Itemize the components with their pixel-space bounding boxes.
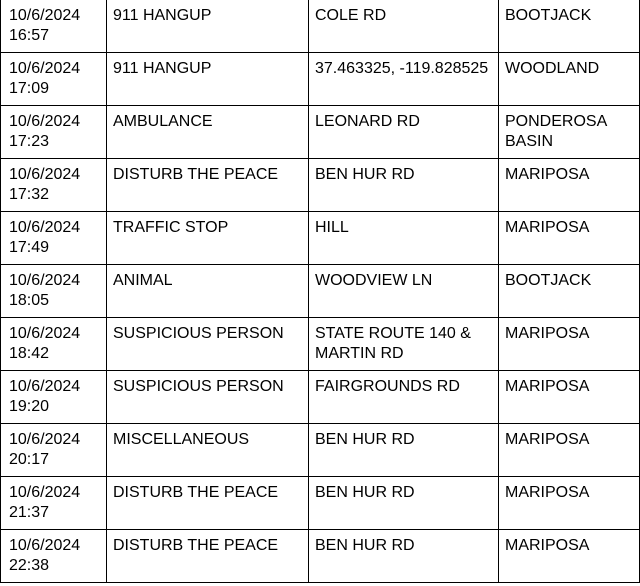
area-cell: BOOTJACK bbox=[499, 0, 640, 53]
date-text: 10/6/2024 bbox=[9, 378, 81, 395]
datetime-cell bbox=[1, 0, 107, 53]
datetime-cell bbox=[1, 530, 107, 583]
date-text: 10/6/2024 bbox=[9, 113, 81, 130]
area-cell: BOOTJACK bbox=[499, 265, 640, 318]
date-text: 10/6/2024 bbox=[9, 431, 81, 448]
area-cell: MARIPOSA bbox=[499, 477, 640, 530]
datetime-cell bbox=[1, 477, 107, 530]
table-row bbox=[1, 371, 640, 424]
location-cell: COLE RD bbox=[309, 0, 499, 53]
datetime-cell bbox=[1, 212, 107, 265]
call-type-cell: 911 HANGUP bbox=[107, 0, 309, 53]
time-text: 21:37 bbox=[9, 504, 50, 521]
date-text: 10/6/2024 bbox=[9, 537, 81, 554]
location-cell: FAIRGROUNDS RD bbox=[309, 371, 499, 424]
table-row bbox=[1, 424, 640, 477]
location-cell: HILL bbox=[309, 212, 499, 265]
table-row bbox=[1, 0, 640, 53]
call-type-cell: DISTURB THE PEACE bbox=[107, 530, 309, 583]
table-row bbox=[1, 159, 640, 212]
time-text: 22:38 bbox=[9, 557, 50, 574]
time-text: 17:09 bbox=[9, 80, 50, 97]
datetime-cell bbox=[1, 424, 107, 477]
location-cell: 37.463325, -119.828525 bbox=[309, 53, 499, 106]
table-row bbox=[1, 53, 640, 106]
date-text: 10/6/2024 bbox=[9, 484, 81, 501]
call-type-cell: MISCELLANEOUS bbox=[107, 424, 309, 477]
date-text: 10/6/2024 bbox=[9, 7, 81, 24]
location-cell: BEN HUR RD bbox=[309, 530, 499, 583]
area-cell: MARIPOSA bbox=[499, 424, 640, 477]
location-cell: WOODVIEW LN bbox=[309, 265, 499, 318]
area-cell: MARIPOSA bbox=[499, 530, 640, 583]
call-log-body bbox=[1, 0, 640, 583]
time-text: 19:20 bbox=[9, 398, 50, 415]
table-row bbox=[1, 265, 640, 318]
area-cell: MARIPOSA bbox=[499, 212, 640, 265]
time-text: 16:57 bbox=[9, 27, 50, 44]
date-text: 10/6/2024 bbox=[9, 219, 81, 236]
area-cell: PONDEROSA BASIN bbox=[499, 106, 640, 159]
location-cell: BEN HUR RD bbox=[309, 159, 499, 212]
table-row bbox=[1, 530, 640, 583]
date-text: 10/6/2024 bbox=[9, 325, 81, 342]
time-text: 17:32 bbox=[9, 186, 50, 203]
time-text: 18:05 bbox=[9, 292, 50, 309]
datetime-cell bbox=[1, 318, 107, 371]
call-type-cell: ANIMAL bbox=[107, 265, 309, 318]
location-cell: LEONARD RD bbox=[309, 106, 499, 159]
date-text: 10/6/2024 bbox=[9, 60, 81, 77]
call-type-cell: DISTURB THE PEACE bbox=[107, 477, 309, 530]
call-type-cell: AMBULANCE bbox=[107, 106, 309, 159]
table-row bbox=[1, 318, 640, 371]
call-type-cell: 911 HANGUP bbox=[107, 53, 309, 106]
date-text: 10/6/2024 bbox=[9, 166, 81, 183]
table-row bbox=[1, 477, 640, 530]
time-text: 18:42 bbox=[9, 345, 50, 362]
time-text: 20:17 bbox=[9, 451, 50, 468]
datetime-cell bbox=[1, 159, 107, 212]
area-cell: MARIPOSA bbox=[499, 318, 640, 371]
call-type-cell: TRAFFIC STOP bbox=[107, 212, 309, 265]
table-row bbox=[1, 106, 640, 159]
location-cell: BEN HUR RD bbox=[309, 424, 499, 477]
datetime-cell bbox=[1, 106, 107, 159]
datetime-cell bbox=[1, 371, 107, 424]
call-type-cell: SUSPICIOUS PERSON bbox=[107, 318, 309, 371]
time-text: 17:49 bbox=[9, 239, 50, 256]
area-cell: WOODLAND bbox=[499, 53, 640, 106]
area-cell: MARIPOSA bbox=[499, 159, 640, 212]
area-cell: MARIPOSA bbox=[499, 371, 640, 424]
location-cell: STATE ROUTE 140 & MARTIN RD bbox=[309, 318, 499, 371]
call-type-cell: SUSPICIOUS PERSON bbox=[107, 371, 309, 424]
datetime-cell bbox=[1, 265, 107, 318]
location-cell: BEN HUR RD bbox=[309, 477, 499, 530]
call-type-cell: DISTURB THE PEACE bbox=[107, 159, 309, 212]
time-text: 17:23 bbox=[9, 133, 50, 150]
datetime-cell bbox=[1, 53, 107, 106]
date-text: 10/6/2024 bbox=[9, 272, 81, 289]
table-row bbox=[1, 212, 640, 265]
